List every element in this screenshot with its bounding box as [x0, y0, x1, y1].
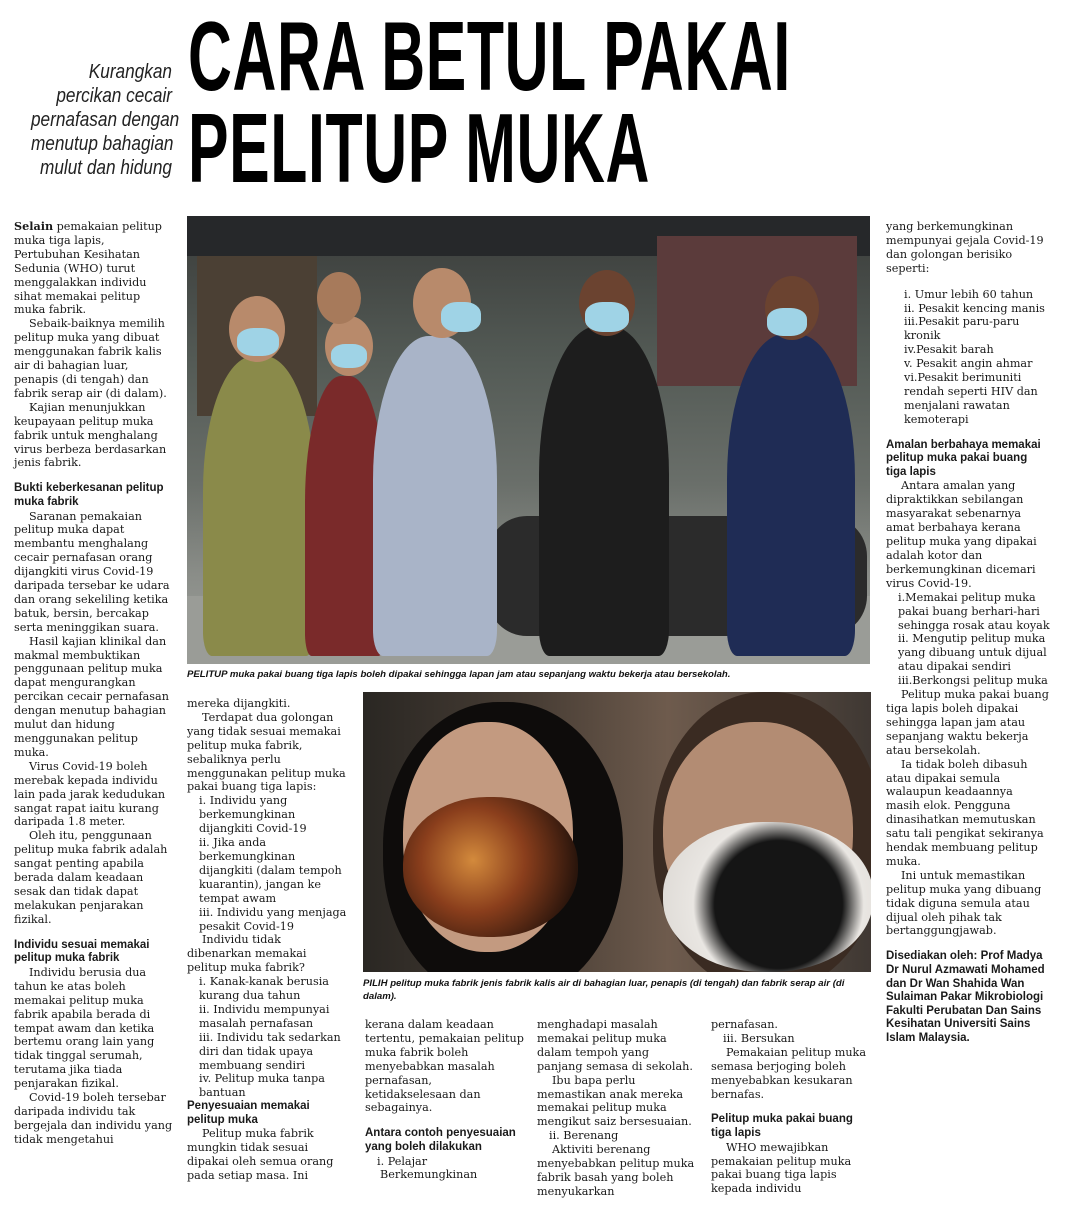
- article-column-5: [711, 1018, 871, 1196]
- list-item: i. Umur lebih 60 tahun: [904, 287, 1034, 301]
- paragraph: Kajian menunjukkan keupayaan pelitup muka fabrik untuk menghalang virus berbeza berdasarkan jenis fabrik.: [14, 400, 167, 470]
- paragraph: Virus Covid-19 boleh merebak kepada individu lain pada jarak kedudukan sangat rapat iaitu kurang daripada 1.8 meter.: [14, 759, 166, 829]
- drop-word: Selain: [14, 219, 54, 233]
- headline-line-1: CARA BETUL PAKAI: [188, 1, 791, 111]
- paragraph-text: pemakaian pelitup muka tiga lapis, Pertubuhan Kesihatan Sedunia (WHO) turut menggalakkan individu sihat memakai pelitup muka fabrik.: [14, 220, 162, 317]
- paragraph: yang berkemungkinan mempunyai gejala Covid-19 dan golongan berisiko seperti:: [886, 220, 1044, 275]
- strapline-line: pernafasan dengan: [30, 109, 180, 131]
- photo2-caption: [363, 977, 871, 1003]
- headline: [188, 1, 791, 203]
- list-item: i. Pelajar: [377, 1154, 428, 1168]
- photo-street-masks: [187, 216, 870, 664]
- paragraph: Pelitup muka fabrik mungkin tidak sesuai dipakai oleh semua orang pada setiap masa. Ini: [187, 1127, 334, 1183]
- subheading: Individu sesuai memakai pelitup muka fabrik: [14, 938, 150, 965]
- strapline-line: Kurangkan: [88, 61, 172, 83]
- list-item: iv. Pelitup muka tanpa bantuan: [199, 1072, 325, 1100]
- paragraph: menghadapi masalah memakai pelitup muka dalam tempoh yang panjang semasa di sekolah.: [537, 1018, 693, 1073]
- subheading: Antara contoh penyesuaian yang boleh dilakukan: [365, 1127, 516, 1153]
- subheading: Bukti keberkesanan pelitup muka fabrik: [14, 482, 164, 508]
- photo1-caption: [187, 668, 870, 681]
- article-column-4: [537, 1018, 697, 1199]
- caption-lead: PELITUP: [187, 669, 228, 680]
- subheading: Pelitup muka pakai buang tiga lapis: [711, 1113, 853, 1140]
- paragraph: Ia tidak boleh dibasuh atau dipakai semula walaupun keadaannya masih elok. Pengguna dinasihatkan memutuskan satu tali pengikat sekiranya hendak membuang pelitup muka.: [886, 757, 1044, 868]
- paragraph: kerana dalam keadaan tertentu, pemakaian pelitup muka fabrik boleh menyebabkan masalah pernafasan, ketidakselesaan dan sebagainya.: [365, 1018, 524, 1115]
- article-column-6: [886, 220, 1050, 1046]
- strapline: [30, 60, 180, 180]
- paragraph: Berkemungkinan: [380, 1168, 478, 1182]
- author-credit: Disediakan oleh: Prof Madya Dr Nurul Azmawati Mohamed dan Dr Wan Shahida Wan Sulaiman Pakar Mikrobiologi Fakulti Perubatan Dan Sains Kesihatan Universiti Sains Islam Malaysia.: [886, 950, 1045, 1044]
- paragraph: pernafasan.: [711, 1018, 778, 1031]
- paragraph: Pelitup muka pakai buang tiga lapis boleh dipakai sehingga lapan jam atau sepanjang waktu bekerja atau bersekolah.: [886, 688, 1049, 757]
- list-item: iii.Berkongsi pelitup muka: [898, 674, 1048, 688]
- paragraph: Aktiviti berenang menyebabkan pelitup muka fabrik basah yang boleh menyukarkan: [537, 1143, 695, 1198]
- list-item: iii. Bersukan: [723, 1031, 795, 1045]
- caption-text: muka pakai buang tiga lapis boleh dipakai sehingga lapan jam atau sepanjang waktu bekerja atau bersekolah.: [227, 669, 731, 680]
- list-item: ii. Mengutip pelitup muka yang dibuang untuk dijual atau dipakai sendiri: [898, 632, 1047, 674]
- paragraph: Individu berusia dua tahun ke atas boleh memakai pelitup muka fabrik apabila berada di tempat awam dan ketika bertemu orang lain yang tidak tinggal serumah, terutama jika tiada penjarakan fizikal.: [14, 965, 155, 1091]
- subheading: Amalan berbahaya memakai pelitup muka pakai buang tiga lapis: [886, 438, 1041, 478]
- paragraph: Antara amalan yang dipraktikkan sebilangan masyarakat sebenarnya amat berbahaya kerana pelitup muka yang dipakai adalah kotor dan berkemungkinan dicemari virus Covid-19.: [886, 479, 1037, 590]
- list-item: iii.Pesakit paru-paru kronik: [904, 315, 1020, 343]
- strapline-line: percikan cecair: [56, 85, 172, 107]
- list-item: iii. Individu tak sedarkan diri dan tidak upaya membuang sendiri: [199, 1030, 341, 1072]
- article-column-2: [187, 697, 347, 1183]
- paragraph: WHO mewajibkan pemakaian pelitup muka pakai buang tiga lapis kepada individu: [711, 1140, 852, 1196]
- paragraph: Sebaik-baiknya memilih pelitup muka yang dibuat menggunakan fabrik kalis air di bahagian luar, penapis (di tengah) dan fabrik serap air (di dalam).: [14, 317, 167, 400]
- paragraph: Individu tidak dibenarkan memakai pelitup muka fabrik?: [187, 933, 307, 975]
- strapline-line: mulut dan hidung: [40, 157, 172, 179]
- paragraph: Covid-19 boleh tersebar daripada individu tak bergejala dan individu yang tidak mengetahui: [14, 1091, 173, 1146]
- paragraph: Terdapat dua golongan yang tidak sesuai memakai pelitup muka fabrik, sebaliknya perlu menggunakan pelitup muka pakai buang tiga lapis:: [187, 710, 346, 794]
- list-item: v. Pesakit angin ahmar: [904, 357, 1033, 371]
- paragraph: mereka dijangkiti.: [187, 697, 291, 710]
- caption-text: pelitup muka fabrik jenis fabrik kalis air di bahagian luar, penapis (di tengah) dan fabrik serap air (di dalam).: [363, 978, 845, 1002]
- list-item: i. Kanak-kanak berusia kurang dua tahun: [199, 975, 329, 1003]
- paragraph: Ibu bapa perlu memastikan anak mereka memakai pelitup muka mengikut saiz bersesuaian.: [537, 1073, 692, 1129]
- headline-line-2: PELITUP MUKA: [188, 93, 651, 203]
- list-item: iv.Pesakit barah: [904, 343, 994, 357]
- list-item: ii. Pesakit kencing manis: [904, 301, 1045, 315]
- strapline-line: menutup bahagian: [30, 133, 174, 155]
- article-column-1: [14, 220, 174, 1147]
- paragraph: Ini untuk memastikan pelitup muka yang dibuang tidak diguna semula atau dijual oleh pihak tak bertanggungjawab.: [886, 868, 1042, 938]
- photo-fabric-masks: [363, 692, 871, 972]
- list-item: ii. Jika anda berkemungkinan dijangkiti (dalam tempoh kuarantin), jangan ke tempat awam: [199, 836, 342, 905]
- paragraph: Pemakaian pelitup muka semasa berjoging boleh menyebabkan kesukaran bernafas.: [711, 1045, 867, 1101]
- paragraph: [14, 220, 174, 317]
- caption-lead: PILIH: [363, 978, 388, 989]
- list-item: i. Individu yang berkemungkinan dijangkiti Covid-19: [199, 794, 307, 836]
- list-item: vi.Pesakit berimuniti rendah seperti HIV dan menjalani rawatan kemoterapi: [904, 371, 1038, 426]
- list-item: iii. Individu yang menjaga pesakit Covid-19: [199, 905, 347, 933]
- list-item: ii. Individu mempunyai masalah pernafasan: [199, 1002, 330, 1030]
- article-column-3: [365, 1018, 525, 1182]
- paragraph: Hasil kajian klinikal dan makmal membuktikan penggunaan pelitup muka dapat mengurangkan percikan cecair pernafasan dengan menutup bahagian mulut dan hidung menggunakan pelitup muka.: [14, 634, 169, 759]
- list-item: ii. Berenang: [549, 1129, 619, 1143]
- subheading: Penyesuaian memakai pelitup muka: [187, 1100, 310, 1126]
- paragraph: Oleh itu, penggunaan pelitup muka fabrik adalah sangat penting apabila berada dalam keadaan sesak dan tidak dapat melakukan penjarakan fizikal.: [14, 829, 168, 926]
- paragraph: Saranan pemakaian pelitup muka dapat membantu menghalang cecair pernafasan orang dijangkiti virus Covid-19 daripada tersebar ke udara dan orang sekeliling ketika batuk, bersin, bercakap serta meninggikan suara.: [14, 509, 170, 634]
- list-item: i.Memakai pelitup muka pakai buang berhari-hari sehingga rosak atau koyak: [898, 590, 1050, 632]
